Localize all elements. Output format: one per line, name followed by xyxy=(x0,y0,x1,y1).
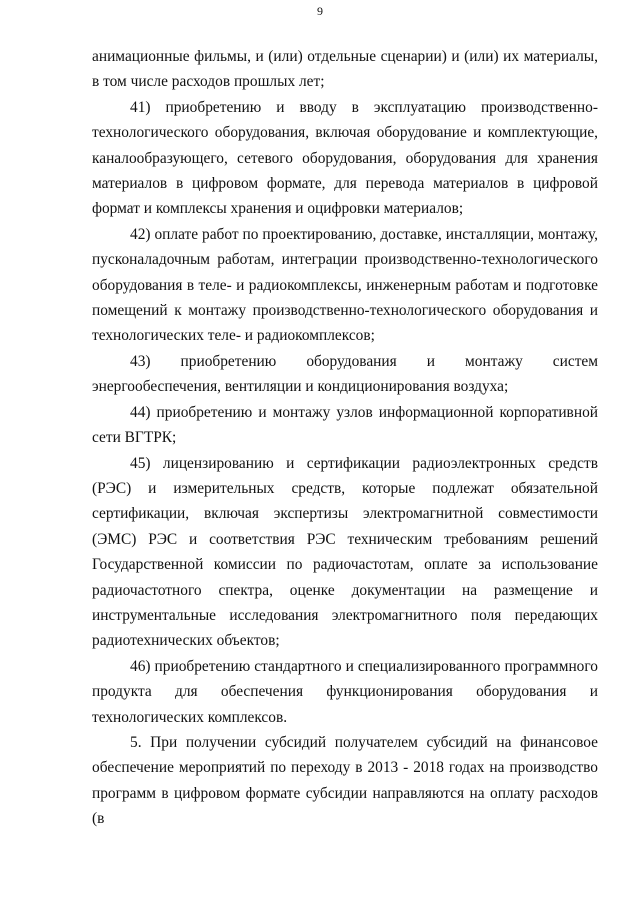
document-body xyxy=(92,44,598,832)
list-item-42: 42) оплате работ по проектированию, доставке, инсталляции, монтажу, пусконаладочным работам, интеграции производственно-технологического оборудования в теле- и радиокомплексы, инженерным работам и подготовке помещений к монтажу производственно-технологического оборудования и технологических теле- и радиокомплексов; xyxy=(92,225,598,345)
list-item-45: 45) лицензированию и сертификации радиоэлектронных средств (РЭС) и измерительных средств, которые подлежат обязательной сертификации, включая экспертизы электромагнитной совместимости (ЭМС) РЭС и соответствия РЭС техническим требованиям решений Государственной комиссии по радиочастотам, оплате за использование радиочастотного спектра, оценке документации на размещение и инструментальные исследования электромагнитного поля передающих радиотехнических объектов; xyxy=(92,454,598,650)
section-5-paragraph: 5. При получении субсидий получателем субсидий на финансовое обеспечение мероприятий по переходу в 2013 - 2018 годах на производство программ в цифровом формате субсидии направляются на оплату расходов (в xyxy=(92,733,598,828)
list-item-46: 46) приобретению стандартного и специализированного программного продукта для обеспечения функционирования оборудования и технологических комплексов. xyxy=(92,657,598,726)
page-number: 9 xyxy=(317,4,323,18)
list-item-41: 41) приобретению и вводу в эксплуатацию производственно-технологического оборудования, включая оборудование и комплектующие, каналообразующего, сетевого оборудования, оборудования для хранения материалов в цифровом формате, для перевода материалов в цифровой формат и комплексы хранения и оцифровки материалов; xyxy=(92,98,598,218)
list-item-44: 44) приобретению и монтажу узлов информационной корпоративной сети ВГТРК; xyxy=(92,403,598,447)
list-item-43: 43) приобретению оборудования и монтажу систем энергообеспечения, вентиляции и кондиционирования воздуха; xyxy=(92,352,598,396)
paragraph-continuation: анимационные фильмы, и (или) отдельные сценарии) и (или) их материалы, в том числе расходов прошлых лет; xyxy=(92,48,598,91)
